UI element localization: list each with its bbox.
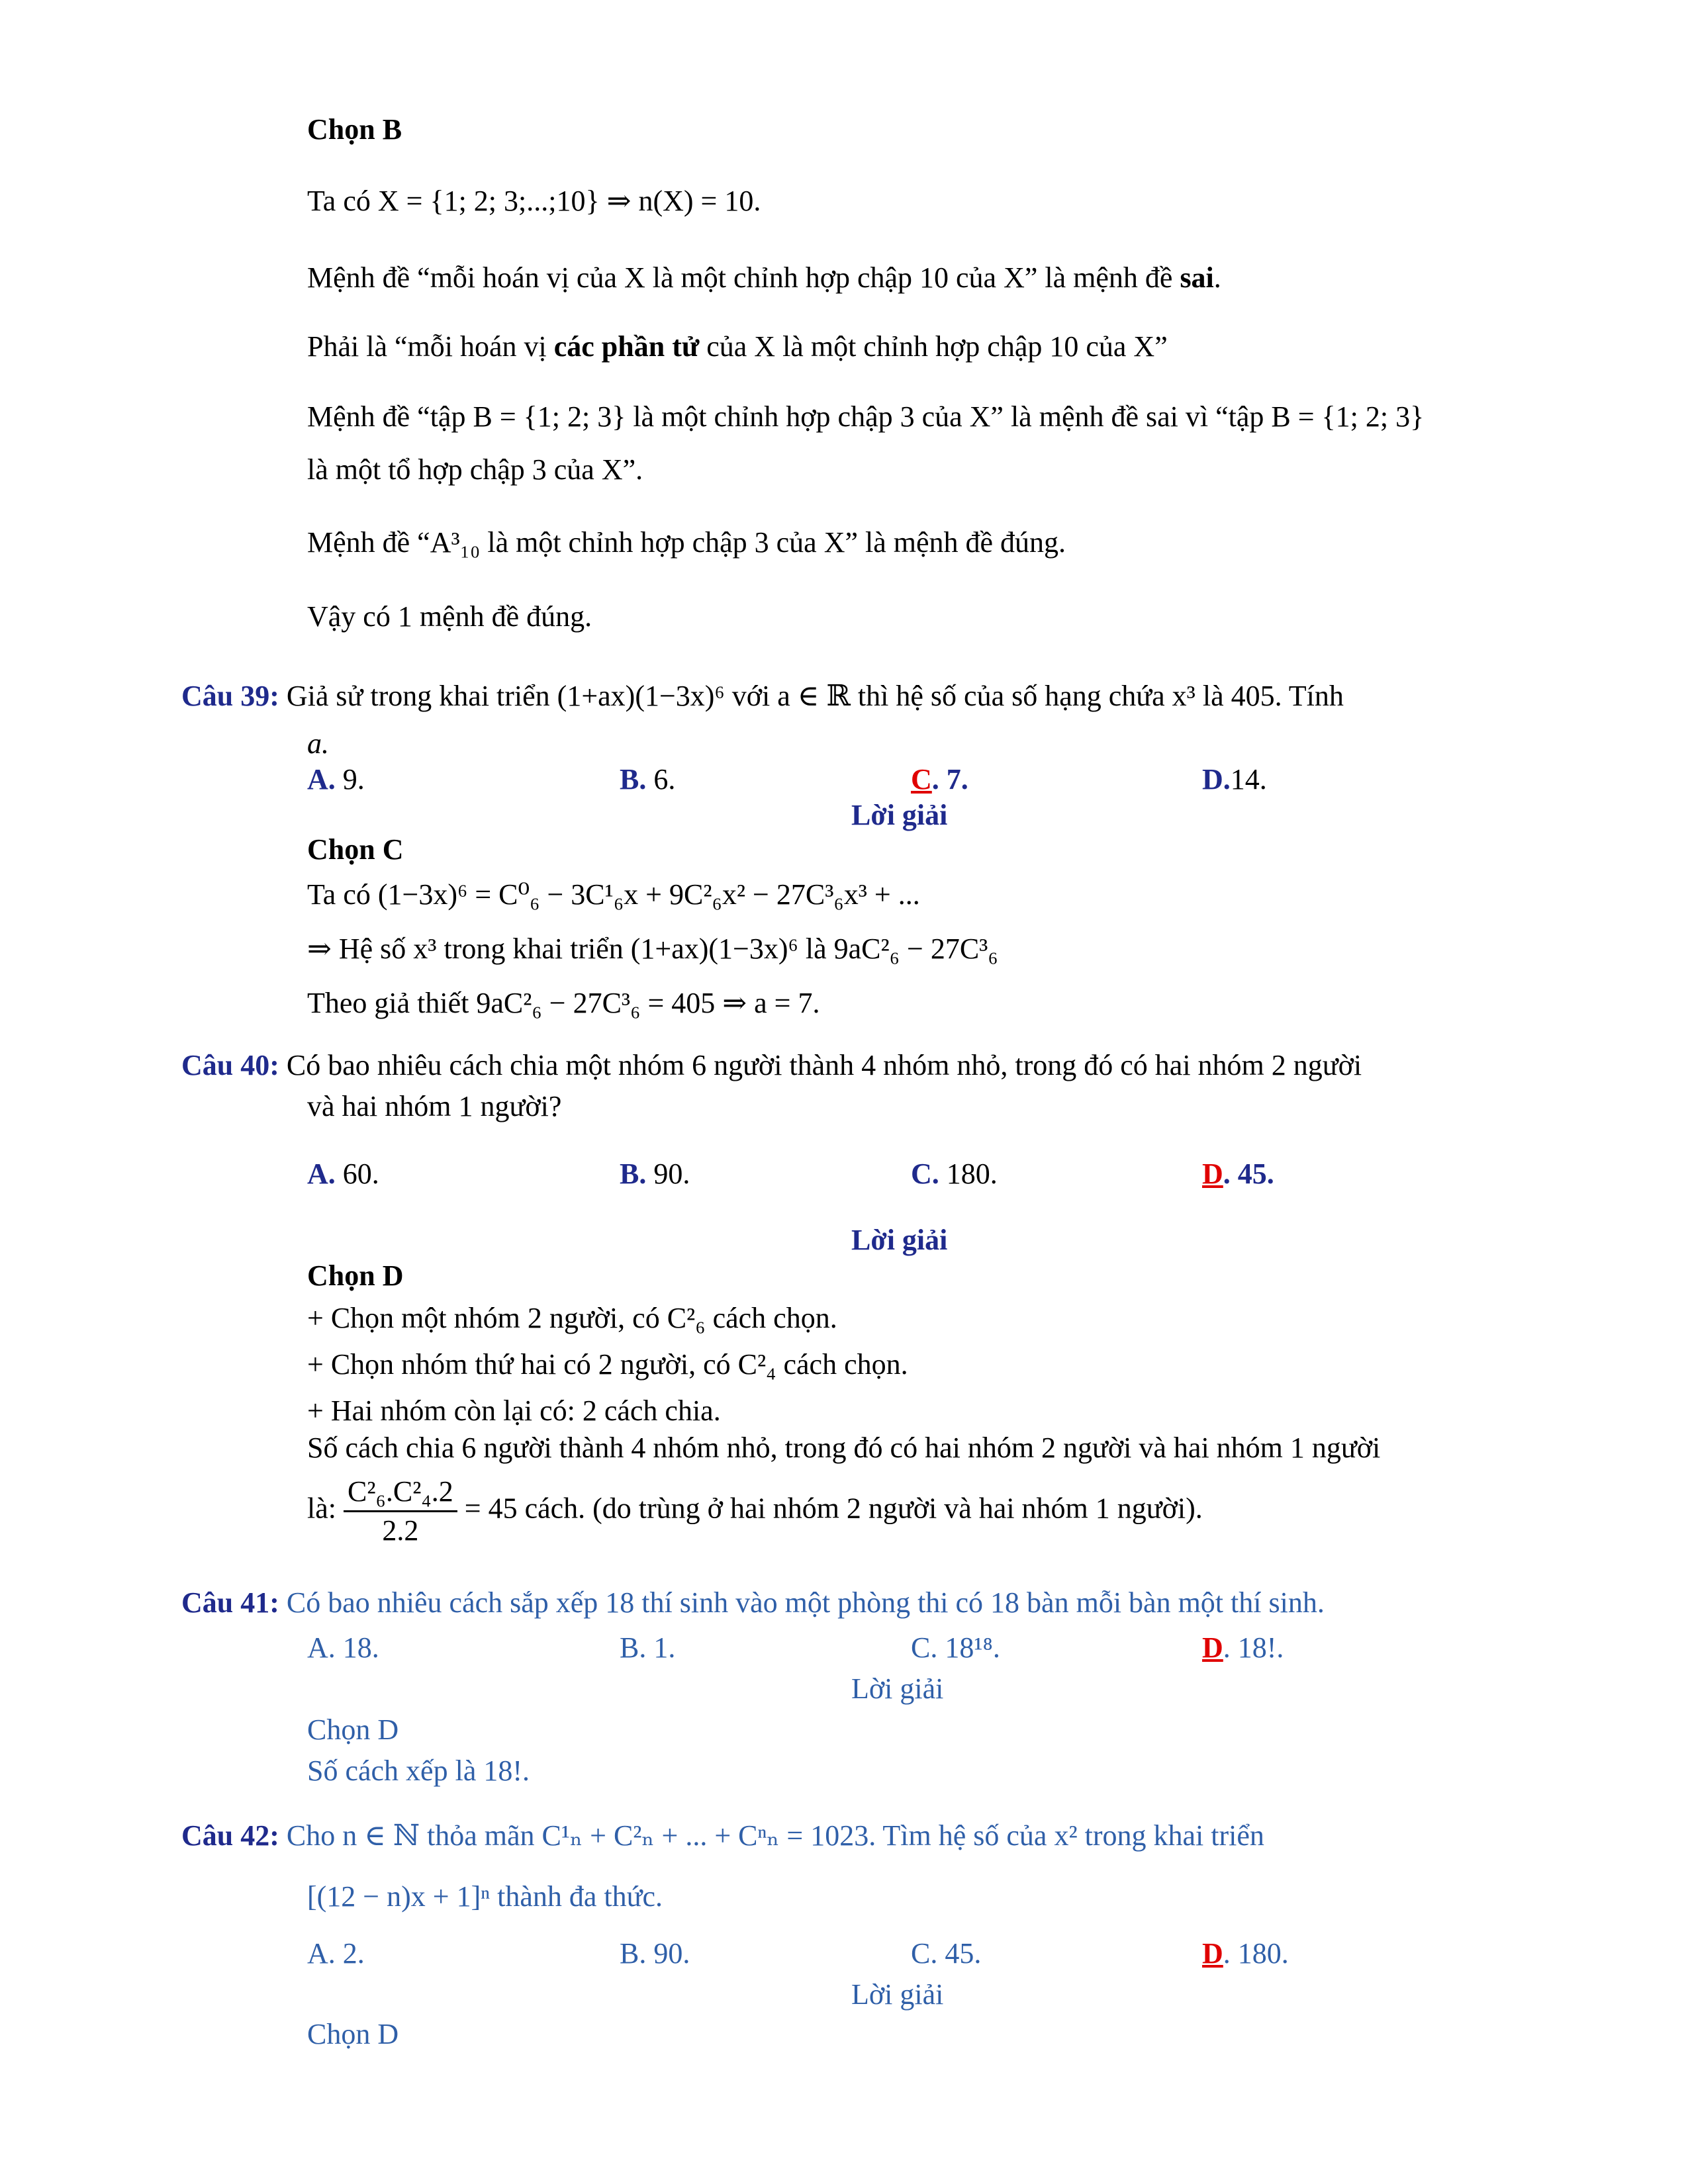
q42-option-d (1202, 1939, 1289, 1968)
q40-option-a (307, 1160, 379, 1189)
q40-option-d (1202, 1160, 1274, 1189)
q40-option-b-value: 90. (646, 1158, 690, 1190)
q41-option-a: A. 18. (307, 1631, 379, 1664)
q39-question (181, 682, 1344, 711)
q40-step1: + Chọn một nhóm 2 người, có C²₆ cách chọn. (307, 1302, 837, 1334)
q40-loi-giai: Lời giải (851, 1224, 948, 1256)
q39-option-a-letter: A. (307, 763, 336, 796)
q38-line2-text: Mệnh đề “mỗi hoán vị của X là một chỉnh hợp chập 10 của X” là mệnh đề (307, 261, 1180, 294)
q40-step5-suffix: = 45 cách. (do trùng ở hai nhóm 2 người và hai nhóm 1 người). (457, 1492, 1203, 1525)
q42-option-c: C. 45. (911, 1937, 982, 1970)
q39-option-c (911, 765, 968, 794)
q39-option-a-value: 9. (335, 763, 365, 796)
q39-chon: Chọn C (307, 833, 404, 866)
q41-step1: Số cách xếp là 18!. (307, 1754, 530, 1787)
q40-fraction-denominator: 2.2 (382, 1514, 419, 1547)
q38-line2 (307, 263, 1221, 293)
q42-label: Câu 42: (181, 1819, 279, 1852)
q41-option-d-letter: D (1202, 1631, 1223, 1664)
q38-line3-bold: các phần tử (553, 330, 700, 363)
q42-text2: [(12 − n)x + 1]ⁿ thành đa thức. (307, 1880, 663, 1913)
q42-chon: Chọn D (307, 2018, 399, 2050)
q39-text2: a. (307, 727, 329, 760)
q39-option-d (1202, 765, 1267, 794)
q41-label: Câu 41: (181, 1586, 279, 1619)
q38-line1: Ta có X = {1; 2; 3;...;10} ⇒ n(X) = 10. (307, 185, 761, 217)
q40-option-a-value: 60. (335, 1158, 379, 1190)
q41-option-b: B. 1. (620, 1631, 676, 1664)
q39-option-c-letter: C (911, 763, 932, 796)
q40-step2: + Chọn nhóm thứ hai có 2 người, có C²₄ cách chọn. (307, 1348, 908, 1381)
q39-label: Câu 39: (181, 680, 279, 712)
q40-fraction (344, 1477, 457, 1545)
q40-step3: + Hai nhóm còn lại có: 2 cách chia. (307, 1394, 721, 1427)
q42-option-a: A. 2. (307, 1937, 365, 1970)
q39-step3: Theo giả thiết 9aC²₆ − 27C³₆ = 405 ⇒ a = 7. (307, 987, 820, 1019)
q41-option-d (1202, 1633, 1284, 1662)
q40-option-d-value: . 45. (1223, 1158, 1274, 1190)
q38-line7: Vậy có 1 mệnh đề đúng. (307, 600, 592, 633)
q42-loi-giai: Lời giải (851, 1978, 944, 2011)
q38-line2-bold: sai (1180, 261, 1214, 294)
q42-question (181, 1821, 1264, 1850)
q38-line3 (307, 332, 1168, 361)
q41-loi-giai: Lời giải (851, 1672, 944, 1705)
q39-step2: ⇒ Hệ số x³ trong khai triển (1+ax)(1−3x)⁶ là 9aC²₆ − 27C³₆ (307, 933, 998, 965)
q39-option-c-value: . 7. (931, 763, 968, 796)
q40-option-c (911, 1160, 998, 1189)
q40-chon: Chọn D (307, 1259, 404, 1292)
q40-step5 (307, 1477, 1203, 1545)
q40-option-c-value: 180. (939, 1158, 998, 1190)
q39-step1: Ta có (1−3x)⁶ = C⁰₆ − 3C¹₆x + 9C²₆x² − 27C³₆x³ + ... (307, 878, 920, 911)
q40-text1: Có bao nhiêu cách chia một nhóm 6 người thành 4 nhóm nhỏ, trong đó có hai nhóm 2 người (286, 1049, 1362, 1081)
q41-question (181, 1588, 1325, 1617)
q41-chon: Chọn D (307, 1713, 399, 1746)
q39-option-d-letter: D. (1202, 763, 1231, 796)
q40-step4: Số cách chia 6 người thành 4 nhóm nhỏ, trong đó có hai nhóm 2 người và hai nhóm 1 người (307, 1432, 1381, 1464)
q41-option-c: C. 18¹⁸. (911, 1631, 1000, 1664)
q42-option-b: B. 90. (620, 1937, 690, 1970)
q41-text1: Có bao nhiêu cách sắp xếp 18 thí sinh vào một phòng thi có 18 bàn mỗi bàn một thí sinh. (286, 1586, 1325, 1619)
q39-loi-giai: Lời giải (851, 799, 948, 831)
q38-chon: Chọn B (307, 113, 402, 146)
q38-line3-text: Phải là “mỗi hoán vị (307, 330, 554, 363)
q38-line5: là một tổ hợp chập 3 của X”. (307, 453, 643, 486)
q39-option-b (620, 765, 675, 794)
q40-step5-prefix: là: (307, 1492, 344, 1525)
q41-option-d-value: . 18!. (1223, 1631, 1284, 1664)
q39-option-b-letter: B. (620, 763, 647, 796)
q39-option-b-value: 6. (646, 763, 676, 796)
q40-option-d-letter: D (1202, 1158, 1223, 1190)
q42-option-d-letter: D (1202, 1937, 1223, 1970)
q40-option-b (620, 1160, 690, 1189)
q38-line4: Mệnh đề “tập B = {1; 2; 3} là một chỉnh hợp chập 3 của X” là mệnh đề sai vì “tập B = {1; 2; 3} (307, 400, 1425, 433)
q40-question (181, 1051, 1362, 1080)
q38-line3-end: của X là một chỉnh hợp chập 10 của X” (699, 330, 1168, 363)
q39-option-a (307, 765, 365, 794)
q39-text1: Giả sử trong khai triển (1+ax)(1−3x)⁶ với a ∈ ℝ thì hệ số của số hạng chứa x³ là 405. Tính (286, 680, 1344, 712)
q38-line2-end: . (1213, 261, 1221, 294)
q40-label: Câu 40: (181, 1049, 279, 1081)
q42-option-d-value: . 180. (1223, 1937, 1289, 1970)
q40-option-b-letter: B. (620, 1158, 647, 1190)
q40-text2: và hai nhóm 1 người? (307, 1090, 562, 1122)
q40-option-c-letter: C. (911, 1158, 939, 1190)
q40-option-a-letter: A. (307, 1158, 336, 1190)
q42-text1: Cho n ∈ ℕ thỏa mãn C¹ₙ + C²ₙ + ... + Cⁿₙ = 1023. Tìm hệ số của x² trong khai triển (286, 1819, 1264, 1852)
q40-fraction-numerator: C²₆.C²₄.2 (344, 1477, 457, 1512)
q39-option-d-value: 14. (1230, 763, 1267, 796)
q38-line6: Mệnh đề “A³₁₀ là một chỉnh hợp chập 3 của X” là mệnh đề đúng. (307, 526, 1066, 559)
